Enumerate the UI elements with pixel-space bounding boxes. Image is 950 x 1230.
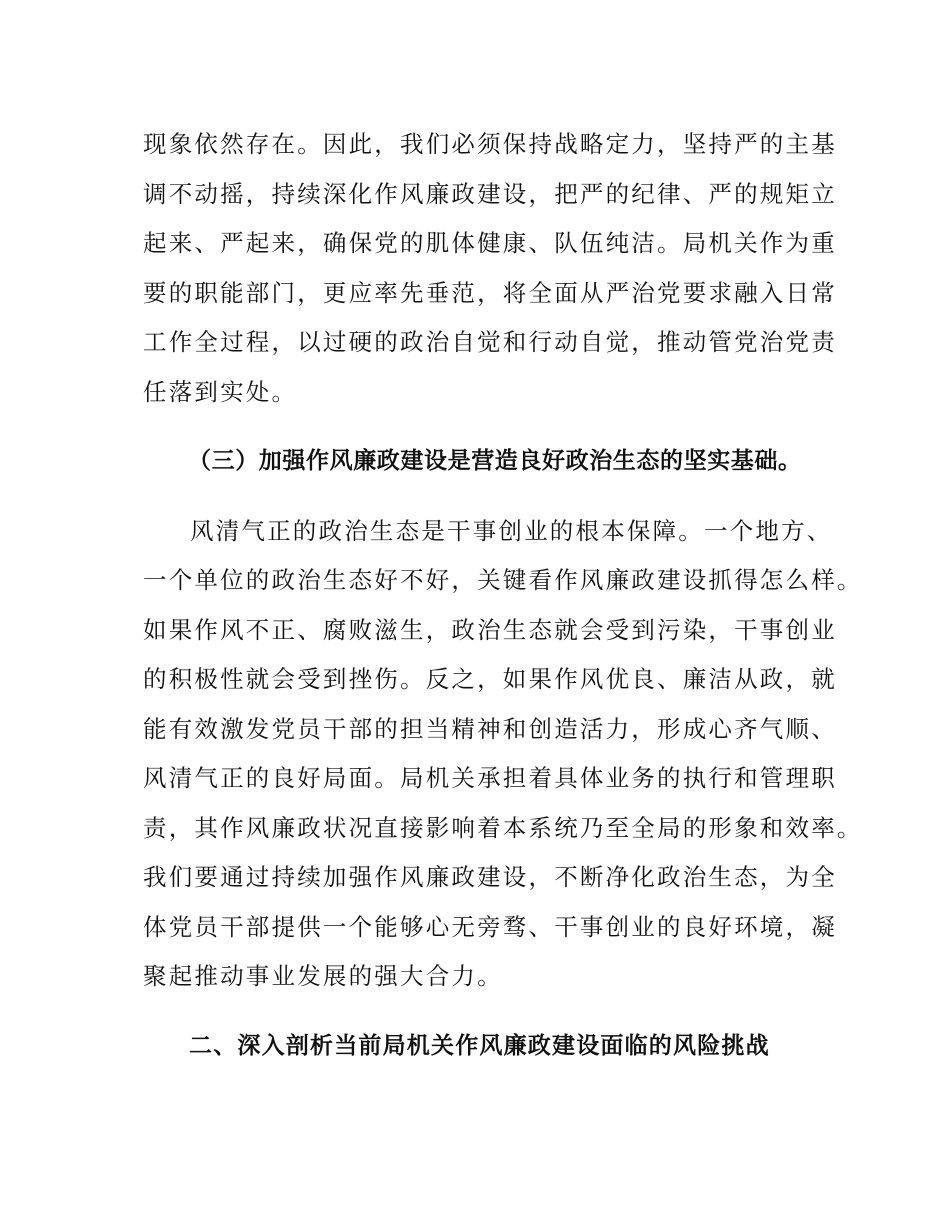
subsection-heading-3: （三）加强作风廉政建设是营造良好政治生态的坚实基础。 — [188, 448, 802, 474]
paragraph-political-ecology — [143, 507, 863, 1002]
spacer — [143, 1002, 823, 1022]
paragraph-line: 聚起推动事业发展的强大合力。 — [143, 962, 503, 990]
paragraph-line: 我们要通过持续加强作风廉政建设，不断净化政治生态，为全 — [143, 863, 837, 891]
paragraph-line: 风清气正的良好局面。局机关承担着具体业务的执行和管理职 — [143, 764, 837, 792]
paragraph-line: 现象依然存在。因此，我们必须保持战略定力，坚持严的主基 — [143, 130, 837, 158]
spacer — [143, 487, 823, 507]
spacer — [143, 417, 823, 437]
paragraph-line: 责，其作风廉政状况直接影响着本系统乃至全局的形象和效率。 — [143, 813, 863, 842]
paragraph-line: 一个单位的政治生态好不好，关键看作风廉政建设抓得怎么样。 — [143, 566, 863, 594]
paragraph-line: 体党员干部提供一个能够心无旁骛、干事创业的良好环境，凝 — [143, 912, 837, 941]
section-heading-2: 二、深入剖析当前局机关作风廉政建设面临的风险挑战 — [189, 1032, 770, 1059]
paragraph-continuation — [143, 120, 837, 417]
text-column — [143, 120, 863, 1071]
paragraph-line: 工作全过程，以过硬的政治自觉和行动自觉，推动管党治党责 — [143, 328, 837, 356]
paragraph-line: 起来、严起来，确保党的肌体健康、队伍纯洁。局机关作为重 — [143, 229, 837, 257]
paragraph-line: 调不动摇，持续深化作风廉政建设，把严的纪律、严的规矩立 — [143, 179, 837, 208]
paragraph-line: 如果作风不正、腐败滋生，政治生态就会受到污染，干事创业 — [143, 615, 837, 644]
paragraph-line: 任落到实处。 — [143, 377, 298, 406]
paragraph-line: 的积极性就会受到挫伤。反之，如果作风优良、廉洁从政，就 — [143, 665, 837, 693]
paragraph-line: 要的职能部门，更应率先垂范，将全面从严治党要求融入日常 — [143, 278, 837, 307]
paragraph-line: 能有效激发党员干部的担当精神和创造活力，形成心齐气顺、 — [143, 714, 837, 743]
paragraph-line: 风清气正的政治生态是干事创业的根本保障。一个地方、 — [190, 516, 833, 545]
